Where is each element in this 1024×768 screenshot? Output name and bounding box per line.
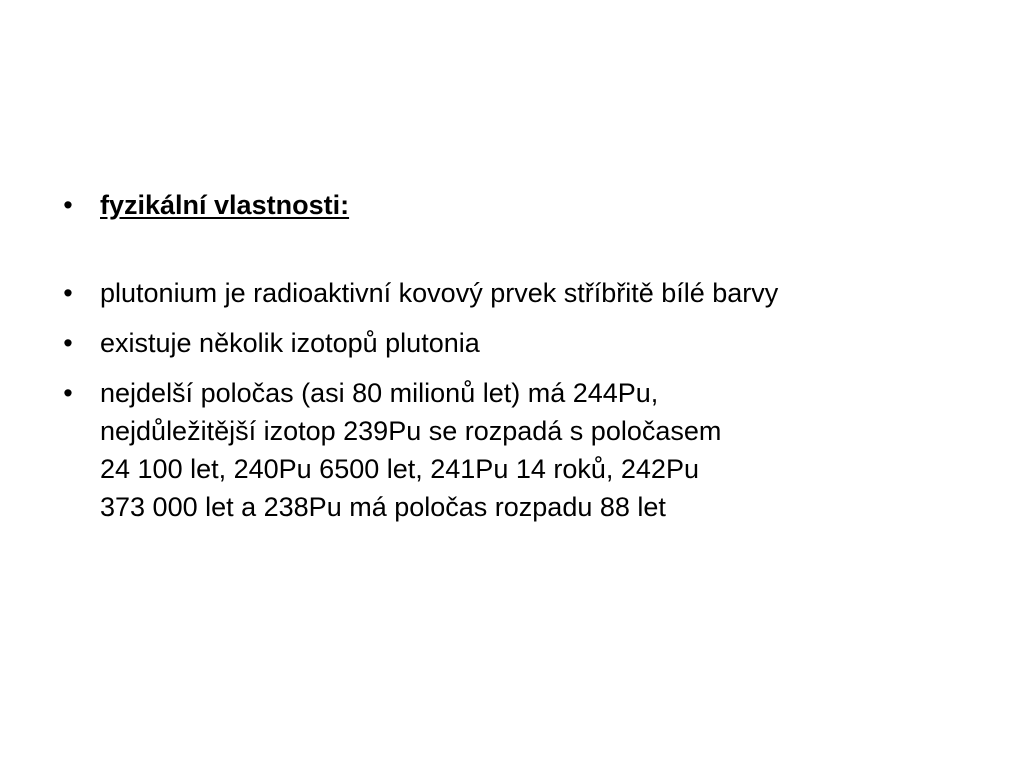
item-text: existuje několik izotopů plutonia xyxy=(100,328,480,358)
item-text-line: 373 000 let a 238Pu má poločas rozpadu 88 let xyxy=(100,492,666,522)
bullet-icon: • xyxy=(63,378,73,408)
bullet-icon: • xyxy=(63,328,73,358)
list-item xyxy=(58,374,988,526)
item-text-line: 24 100 let, 240Pu 6500 let, 241Pu 14 roků, 242Pu xyxy=(100,454,699,484)
bullet-list xyxy=(58,186,988,526)
list-item xyxy=(58,274,988,312)
section-heading: fyzikální vlastnosti: xyxy=(100,190,350,220)
list-item xyxy=(58,324,988,362)
list-item-heading xyxy=(58,186,988,224)
bullet-icon: • xyxy=(63,278,73,308)
item-text: plutonium je radioaktivní kovový prvek stříbřitě bílé barvy xyxy=(100,278,779,308)
bullet-icon: • xyxy=(63,190,73,220)
item-text-line: nejdelší poločas (asi 80 milionů let) má 244Pu, xyxy=(100,378,659,408)
item-text-line: nejdůležitější izotop 239Pu se rozpadá s poločasem xyxy=(100,416,722,446)
